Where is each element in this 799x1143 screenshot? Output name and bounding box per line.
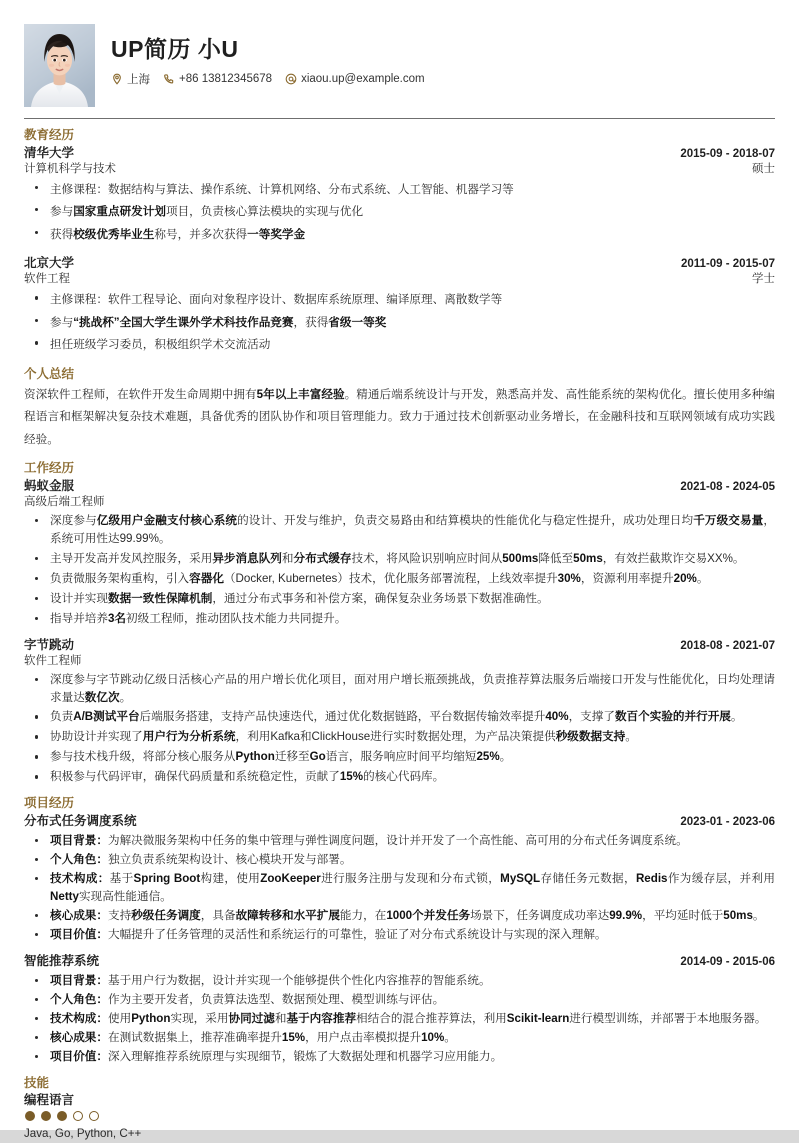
job-title: 软件工程师	[24, 654, 82, 667]
bullet-item: 个人角色：独立负责系统架构设计、核心模块开发与部署。	[24, 851, 775, 869]
contact-email-text: xiaou.up@example.com	[301, 73, 425, 86]
contact-location	[111, 71, 150, 87]
skill-group-name: 编程语言	[24, 1093, 75, 1108]
section-title-projects: 项目经历	[24, 796, 75, 811]
entry-head	[24, 145, 775, 162]
entry-dates: 2018-08 - 2021-07	[680, 639, 775, 652]
entry-head	[24, 255, 775, 272]
degree-label: 学士	[752, 273, 775, 286]
rating-dot	[57, 1111, 67, 1121]
work-entry	[24, 637, 775, 787]
contact-phone-text: +86 13812345678	[179, 73, 273, 86]
bullet-item: 设计并实现数据一致性保障机制，通过分布式事务和补偿方案，确保复杂业务场景下数据准确性。	[24, 590, 775, 608]
bullet-item: 核心成果：支持秒级任务调度，具备故障转移和水平扩展能力，在1000个并发任务场景下，任务调度成功率达99.9%，平均延时低于50ms。	[24, 907, 775, 925]
bullet-item: 深度参与亿级用户金融支付核心系统的设计、开发与维护，负责交易路由和结算模块的性能优化与稳定性提升，成功处理日均千万级交易量，系统可用性达99.99%。	[24, 512, 775, 548]
header-divider	[24, 118, 775, 119]
bullet-item: 技术构成：基于Spring Boot构建，使用ZooKeeper进行服务注册与发现和分布式锁，MySQL存储任务元数据，Redis作为缓存层，并利用Netty实现高性能通信。	[24, 870, 775, 906]
portrait-photo	[24, 24, 95, 107]
rating-dot	[89, 1111, 99, 1121]
bullet-item: 深度参与字节跳动亿级日活核心产品的用户增长优化项目，面对用户增长瓶颈挑战，负责推荐算法服务后端接口开发与性能优化，日均处理请求量达数亿次。	[24, 671, 775, 707]
degree-label: 硕士	[752, 162, 775, 175]
bullet-item: 负责微服务架构重构，引入容器化（Docker, Kubernetes）技术，优化服务部署流程，上线效率提升30%，资源利用率提升20%。	[24, 570, 775, 588]
section-work	[24, 461, 775, 786]
entry-dates: 2021-08 - 2024-05	[680, 480, 775, 493]
entry-head	[24, 637, 775, 654]
bullet-item: 协助设计并实现了用户行为分析系统，利用Kafka和ClickHouse进行实时数据处理，为产品决策提供秒级数据支持。	[24, 728, 775, 746]
contact-location-text: 上海	[127, 74, 150, 87]
section-summary	[24, 367, 775, 451]
entry-sub	[24, 162, 775, 177]
entry-dates: 2014-09 - 2015-06	[680, 955, 775, 968]
project-entry	[24, 813, 775, 944]
bullet-item: 核心成果：在测试数据集上，推荐准确率提升15%，用户点击率模拟提升10%。	[24, 1029, 775, 1047]
rating-dot	[41, 1111, 51, 1121]
bullet-item: 项目背景：为解决微服务架构中任务的集中管理与弹性调度问题，设计并开发了一个高性能、高可用的分布式任务调度系统。	[24, 832, 775, 850]
entry-sub	[24, 272, 775, 287]
education-entry	[24, 255, 775, 357]
page-title: UP简历 小U	[111, 36, 239, 62]
section-title-work: 工作经历	[24, 461, 75, 476]
major-name: 软件工程	[24, 273, 70, 286]
skill-items: Java, Go, Python, C++	[24, 1127, 142, 1141]
skill-rating	[25, 1111, 775, 1121]
bullet-item: 参与国家重点研发计划项目，负责核心算法模块的实现与优化	[24, 201, 775, 224]
company-name: 字节跳动	[24, 637, 75, 652]
project-name: 智能推荐系统	[24, 953, 100, 968]
skill-group	[24, 1092, 775, 1143]
summary-text: 资深软件工程师，在软件开发生命周期中拥有5年以上丰富经验。精通后端系统设计与开发，熟悉高并发、高性能系统的架构优化。擅长使用多种编程语言和框架解决复杂技术难题，具备优秀的团队协作和项目管理能力。致力于通过技术创新驱动业务增长，在金融科技和互联网领域有成功实践经验。	[24, 387, 775, 446]
bullet-item: 主修课程：软件工程导论、面向对象程序设计、数据库系统原理、编译原理、离散数学等	[24, 289, 775, 312]
contact-email	[285, 73, 425, 85]
bullet-item: 项目价值：深入理解推荐系统原理与实现细节，锻炼了大数据处理和机器学习应用能力。	[24, 1048, 775, 1066]
bullet-item: 负责A/B测试平台后端服务搭建，支持产品快速迭代，通过优化数据链路，平台数据传输效率提升40%，支撑了数百个实验的并行开展。	[24, 708, 775, 726]
bullet-list	[24, 289, 775, 357]
location-icon	[111, 73, 123, 85]
entry-head	[24, 813, 775, 830]
bullet-item: 项目背景：基于用户行为数据，设计并实现一个能够提供个性化内容推荐的智能系统。	[24, 972, 775, 990]
rating-dot	[73, 1111, 83, 1121]
header-text-block	[111, 24, 432, 87]
bullet-item: 积极参与代码评审，确保代码质量和系统稳定性，贡献了15%的核心代码库。	[24, 768, 775, 786]
section-title-skills: 技能	[24, 1075, 50, 1090]
work-entry	[24, 478, 775, 628]
bullet-list	[24, 671, 775, 787]
bullet-item: 技术构成：使用Python实现，采用协同过滤和基于内容推荐相结合的混合推荐算法，利用Scikit-learn进行模型训练，并部署于本地服务器。	[24, 1010, 775, 1028]
project-entry	[24, 953, 775, 1066]
section-projects	[24, 796, 775, 1065]
resume-header	[24, 24, 775, 115]
bullet-list	[24, 512, 775, 628]
entry-dates: 2015-09 - 2018-07	[680, 147, 775, 160]
institution-name: 北京大学	[24, 256, 75, 271]
email-icon	[285, 73, 297, 85]
contact-list	[111, 71, 432, 87]
entry-sub	[24, 654, 775, 669]
entry-head	[24, 953, 775, 970]
rating-dot	[25, 1111, 35, 1121]
bullet-item: 参与“挑战杯”全国大学生课外学术科技作品竞赛，获得省级一等奖	[24, 312, 775, 335]
contact-phone	[163, 73, 272, 85]
bullet-item: 担任班级学习委员，积极组织学术交流活动	[24, 334, 775, 357]
entry-dates: 2023-01 - 2023-06	[680, 815, 775, 828]
bullet-item: 参与技术栈升级，将部分核心服务从Python迁移至Go语言，服务响应时间平均缩短25%。	[24, 748, 775, 766]
major-name: 计算机科学与技术	[24, 162, 116, 175]
entry-sub	[24, 495, 775, 510]
bullet-list	[24, 972, 775, 1066]
institution-name: 清华大学	[24, 145, 75, 160]
section-skills	[24, 1076, 775, 1143]
bullet-list	[24, 179, 775, 247]
section-title-summary: 个人总结	[24, 366, 75, 381]
bullet-item: 主导开发高并发风控服务，采用异步消息队列和分布式缓存技术，将风险识别响应时间从500ms降低至50ms，有效拦截欺诈交易XX%。	[24, 550, 775, 568]
bullet-list	[24, 832, 775, 944]
bullet-item: 主修课程：数据结构与算法、操作系统、计算机网络、分布式系统、人工智能、机器学习等	[24, 179, 775, 202]
bullet-item: 获得校级优秀毕业生称号，并多次获得一等奖学金	[24, 224, 775, 247]
section-title-education: 教育经历	[24, 128, 75, 142]
education-entry	[24, 145, 775, 247]
project-name: 分布式任务调度系统	[24, 813, 137, 828]
phone-icon	[163, 73, 175, 85]
entry-head	[24, 478, 775, 495]
entry-dates: 2011-09 - 2015-07	[681, 258, 775, 271]
bullet-item: 个人角色：作为主要开发者，负责算法选型、数据预处理、模型训练与评估。	[24, 991, 775, 1009]
bullet-item: 项目价值：大幅提升了任务管理的灵活性和系统运行的可靠性，验证了对分布式系统设计与实现的深入理解。	[24, 926, 775, 944]
company-name: 蚂蚁金服	[24, 478, 75, 493]
bullet-item: 指导并培养3名初级工程师，推动团队技术能力共同提升。	[24, 610, 775, 628]
section-education	[24, 128, 775, 357]
job-title: 高级后端工程师	[24, 495, 105, 508]
